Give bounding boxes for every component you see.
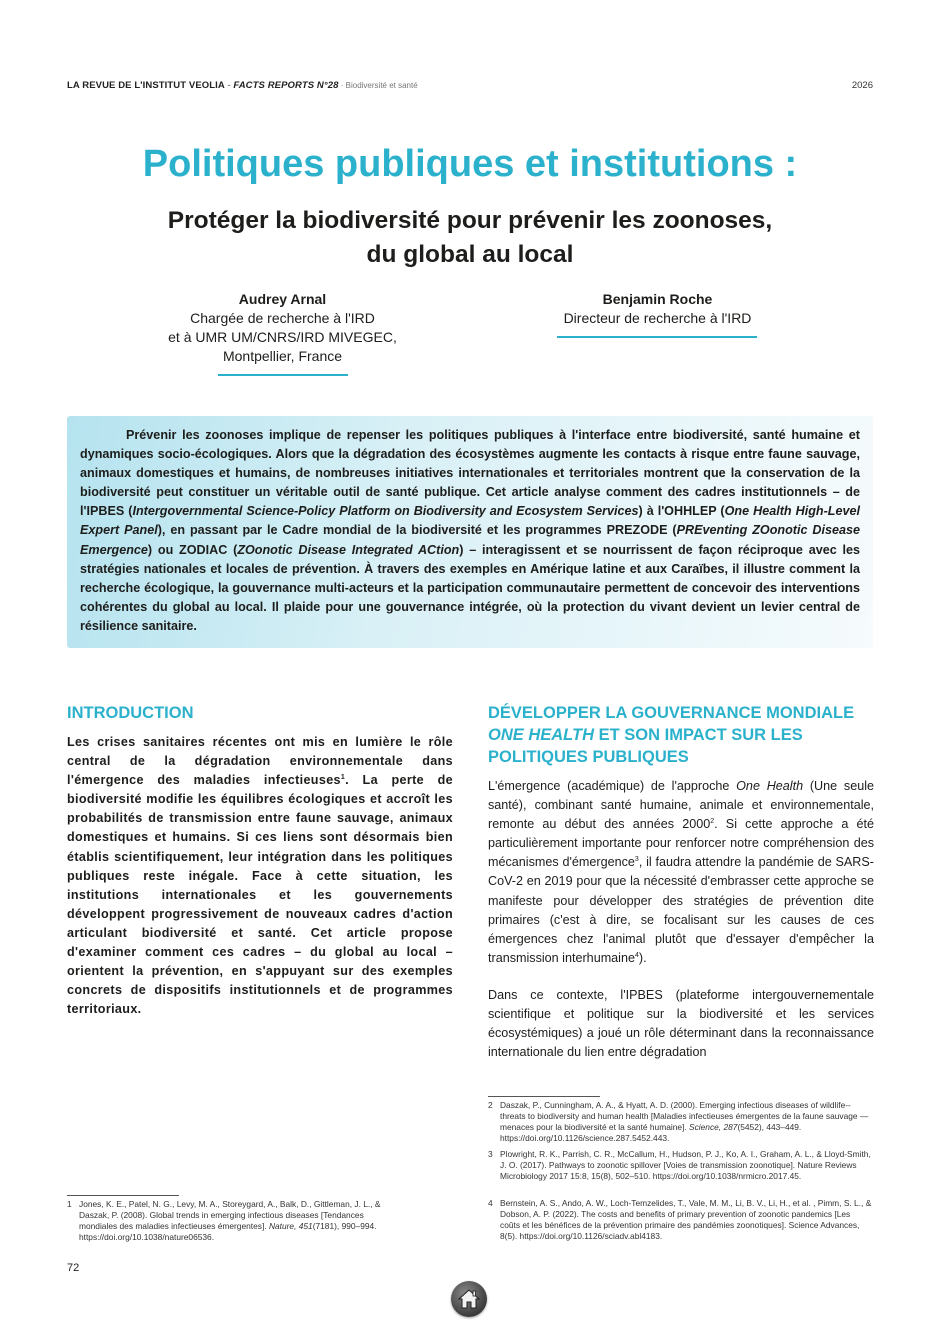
right-column [488, 702, 874, 1062]
governance-paragraph-2: Dans ce contexte, l'IPBES (plateforme intergouvernementale scientifique et politique sur la biodiversité et les services écosystémiques) a joué un rôle déterminant dans la reconnaissance internationale du lien entre dégradation [488, 987, 874, 1060]
footnote-rule-left [67, 1195, 179, 1196]
running-header [67, 80, 873, 96]
footnote-rule-right [488, 1096, 600, 1097]
issue-name: FACTS REPORTS N°28 [233, 80, 339, 91]
author-affiliation: Directeur de recherche à l'IRD [563, 310, 752, 326]
abstract-box [67, 416, 873, 648]
governance-paragraph-1: L'émergence (académique) de l'approche One Health (Une seule santé), combinant santé humaine, animale et environnementale, remonte au début des années 2000$^2$. Si cette approche a été particulièrement importante pour renforcer notre compréhension des mécanismes d'émergence$^3$, il faudra attendre la pandémie de SARS-CoV-2 en 2019 pour que la nécessité d'embrasser cette approche se manifeste pour développer des stratégies de prévention dite primaires (c'est à dire, se focalisant sur les causes de ces émergences chez l'animal plutôt que d'essayer d'empêcher la transmission interhumaine$^4$). [488, 779, 875, 965]
home-button[interactable] [451, 1281, 487, 1317]
abstract-text: Prévenir les zoonoses implique de repenser les politiques publiques à l'interface entre biodiversité, santé humaine et dynamiques socio-écologiques. Alors que la dégradation des écosystèmes augmente les contacts à risque entre faune sauvage, animaux domestiques et humains, de nombreuses initiatives internationales et territoriales montrent que la conservation de la biodiversité peut constituer un véritable outil de santé publique. Cet article analyse comment des cadres institutionnels – de l'IPBES (Intergovernmental Science-Policy Platform on Biodiversity and Ecosystem Services) à l'OHHLEP (One Health High-Level Expert Panel), en passant par le Cadre mondial de la biodiversité et les programmes PREZODE (PREventing ZOonotic Disease Emergence) ou ZODIAC (ZOonotic Disease Integrated ACtion) – interagissent et se nourrissent de façon réciproque avec les stratégies nationales et locales de prévention. À travers des exemples en Amérique latine et aux Caraïbes, il illustre comment la recherche écologique, la gouvernance multi-acteurs et la participation communautaire permettent de concevoir des interventions cohérentes du global au local. Il plaide pour une gouvernance intégrée, où la protection du vivant devient un levier central de résilience sanitaire. [80, 428, 860, 633]
footnote-3: 3 Plowright, R. K., Parrish, C. R., McCallum, H., Hudson, P. J., Ko, A. I., Graham, A. L., & Lloyd-Smith, J. O. (2017). Pathways to zoonotic spillover [Voies de transmission zoonotique]. Nature Reviews Microbiology 2017 15:8, 15(8), 502–510. https://doi.org/10.1038/nrmicro.2017.45. [488, 1149, 871, 1181]
footnote-1: 1 Jones, K. E., Patel, N. G., Levy, M. A., Storeygard, A., Balk, D., Gittleman, J. L., & Daszak, P. (2008). Global trends in emerging infectious diseases [Tendances mondiales des maladies infectieuses émergentes]. Nature, 451(7181), 990–994. https://doi.org/10.1038/nature06536. [67, 1199, 381, 1242]
journal-name: LA REVUE DE L'INSTITUT VEOLIA [67, 80, 225, 91]
running-header-left [67, 80, 418, 91]
header-year: 2026 [851, 80, 873, 91]
page-number: 72 [67, 1262, 80, 1274]
subtitle-line-2: du global au local [366, 241, 574, 268]
section-name: · Biodiversité et santé [338, 81, 418, 90]
author-affiliation: Chargée de recherche à l'IRD [190, 310, 375, 326]
author-affiliation: Montpellier, France [222, 348, 343, 364]
author-block-1 [150, 290, 415, 366]
author-name: Audrey Arnal [238, 291, 327, 307]
left-column [67, 702, 453, 1019]
section-heading-introduction: INTRODUCTION [67, 704, 194, 722]
subtitle-line-1: Protéger la biodiversité pour prévenir les zoonoses, [167, 207, 773, 234]
article-title: Politiques publiques et institutions : [142, 143, 798, 185]
author-affiliation: et à UMR UM/CNRS/IRD MIVEGEC, [168, 329, 397, 345]
footnote-ref-4[interactable]: 4 [635, 951, 639, 959]
author-name: Benjamin Roche [602, 291, 713, 307]
footnote-ref-2[interactable]: 2 [710, 818, 715, 825]
author-divider-2 [557, 336, 757, 338]
footnote-4: 4 Bernstein, A. S., Ando, A. W., Loch-Temzelides, T., Vale, M. M., Li, B. V., Li, H., et al. , Pimm, S. L., & Dobson, A. P. (2022). The costs and benefits of primary prevention of zoonotic pandemics [Les coûts et les bénéfices de la prévention primaire des pandémies zoonotiques]. Science Advances, 8(5). https://doi.org/10.1126/sciadv.abl4183. [488, 1198, 872, 1241]
footnote-ref-3[interactable]: 3 [634, 856, 639, 864]
author-divider-1 [218, 374, 348, 376]
article-subtitle [0, 204, 940, 272]
footnote-2: 2 Daszak, P., Cunningham, A. A., & Hyatt, A. D. (2000). Emerging infectious diseases of wildlife--threats to biodiversity and human health [Maladies infectieuses émergentes de la faune sauvage — menaces pour la biodiversité et la santé humaine]. Science, 287(5452), 443–449. https://doi.org/10.1126/science.287.5452.443. [488, 1100, 869, 1143]
section-heading-governance: DÉVELOPPER LA GOUVERNANCE MONDIALE ONE HEALTH ET SON IMPACT SUR LES POLITIQUES PUBLIQUES [488, 704, 855, 766]
author-block-2 [530, 290, 785, 328]
introduction-text: Les crises sanitaires récentes ont mis en lumière le rôle central de la dégradation environnementale dans l'émergence des maladies infectieuses$^1$. La perte de biodiversité modifie les équilibres écologiques et accroît les probabilités de transmission entre faune sauvage, animaux domestiques et humains. Si ces liens sont désormais bien établis scientifiquement, leur intégration dans les politiques publiques reste inégale. Face à cette situation, les institutions internationales et les gouvernements développent progressivement de nouveaux cadres d'action articulant biodiversité et santé. Cet article propose d'examiner comment ces cadres – du global au local – orientent la prévention, en s'appuyant sur des exemples concrets de dispositifs institutionnels et de programmes territoriaux. [67, 735, 453, 1017]
footnote-ref-1[interactable]: 1 [340, 774, 346, 781]
home-icon [457, 1287, 481, 1311]
header-separator: - [224, 80, 234, 91]
